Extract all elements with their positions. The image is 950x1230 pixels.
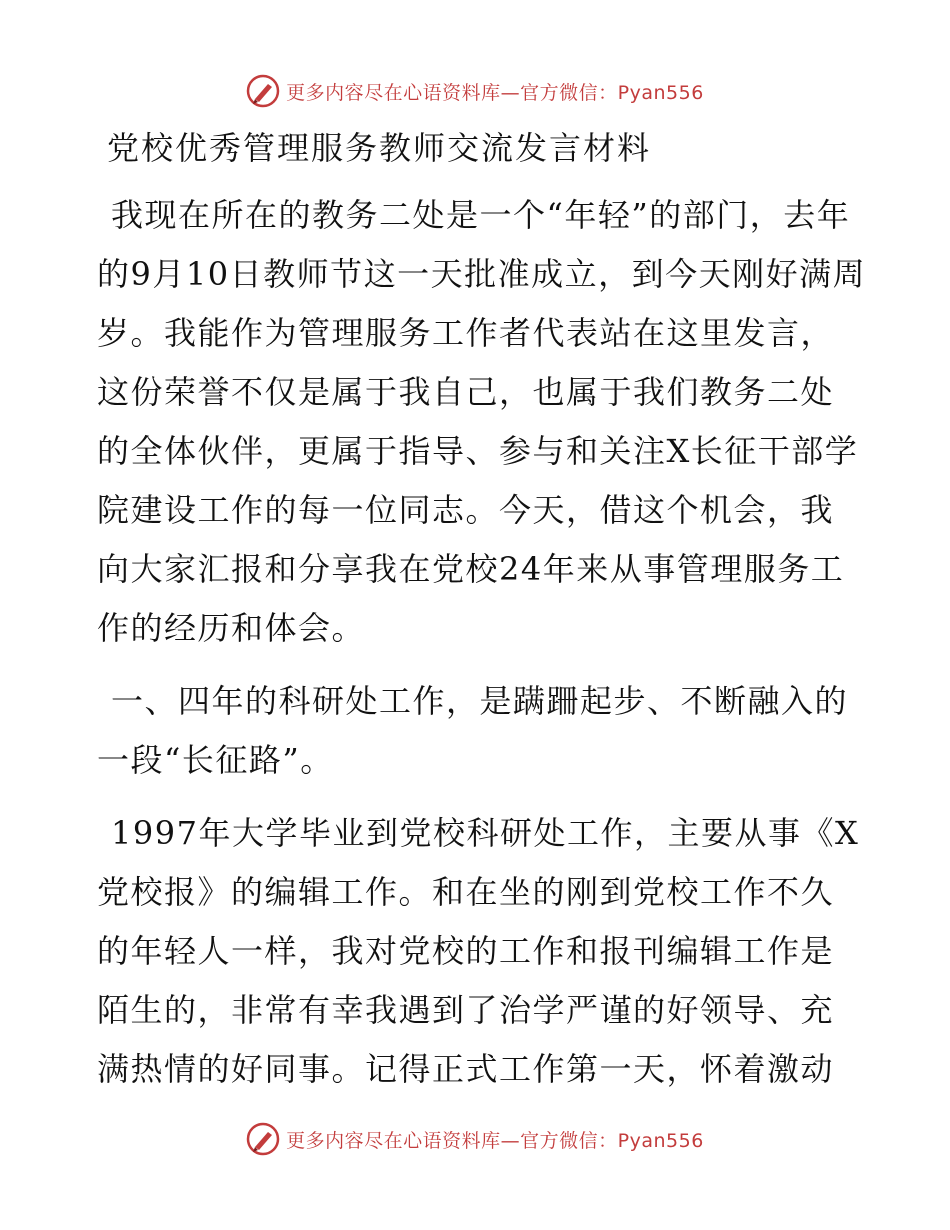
footer-banner-text: 更多内容尽在心语资料库—官方微信：Pyan556 bbox=[286, 1129, 704, 1152]
pen-logo-icon bbox=[246, 1122, 280, 1156]
paragraph: 1997年大学毕业到党校科研处工作，主要从事《X党校报》的编辑工作。和在坐的刚到党校工作不久的年轻人一样，我对党校的工作和报刊编辑工作是陌生的，非常有幸我遇到了治学严谨的好领导、充满热情的好同事。记得正式工作第一天，怀着激动 bbox=[97, 814, 860, 1088]
pen-logo-icon bbox=[246, 74, 280, 108]
section-heading: 一、四年的科研处工作，是蹒跚起步、不断融入的一段“长征路”。 bbox=[97, 682, 849, 779]
header-banner bbox=[0, 71, 950, 111]
header-banner-text: 更多内容尽在心语资料库—官方微信：Pyan556 bbox=[286, 81, 704, 104]
paragraph: 我现在所在的教务二处是一个“年轻”的部门，去年的9月10日教师节这一天批准成立，到今天刚好满周岁。我能作为管理服务工作者代表站在这里发言，这份荣誉不仅是属于我自己，也属于我们教务二处的全体伙伴，更属于指导、参与和关注X长征干部学院建设工作的每一位同志。今天，借这个机会，我向大家汇报和分享我在党校24年来从事管理服务工作的经历和体会。 bbox=[97, 196, 867, 647]
document-body bbox=[97, 124, 867, 1113]
footer-banner bbox=[0, 1119, 950, 1159]
document-title: 党校优秀管理服务教师交流发言材料 bbox=[107, 129, 652, 167]
